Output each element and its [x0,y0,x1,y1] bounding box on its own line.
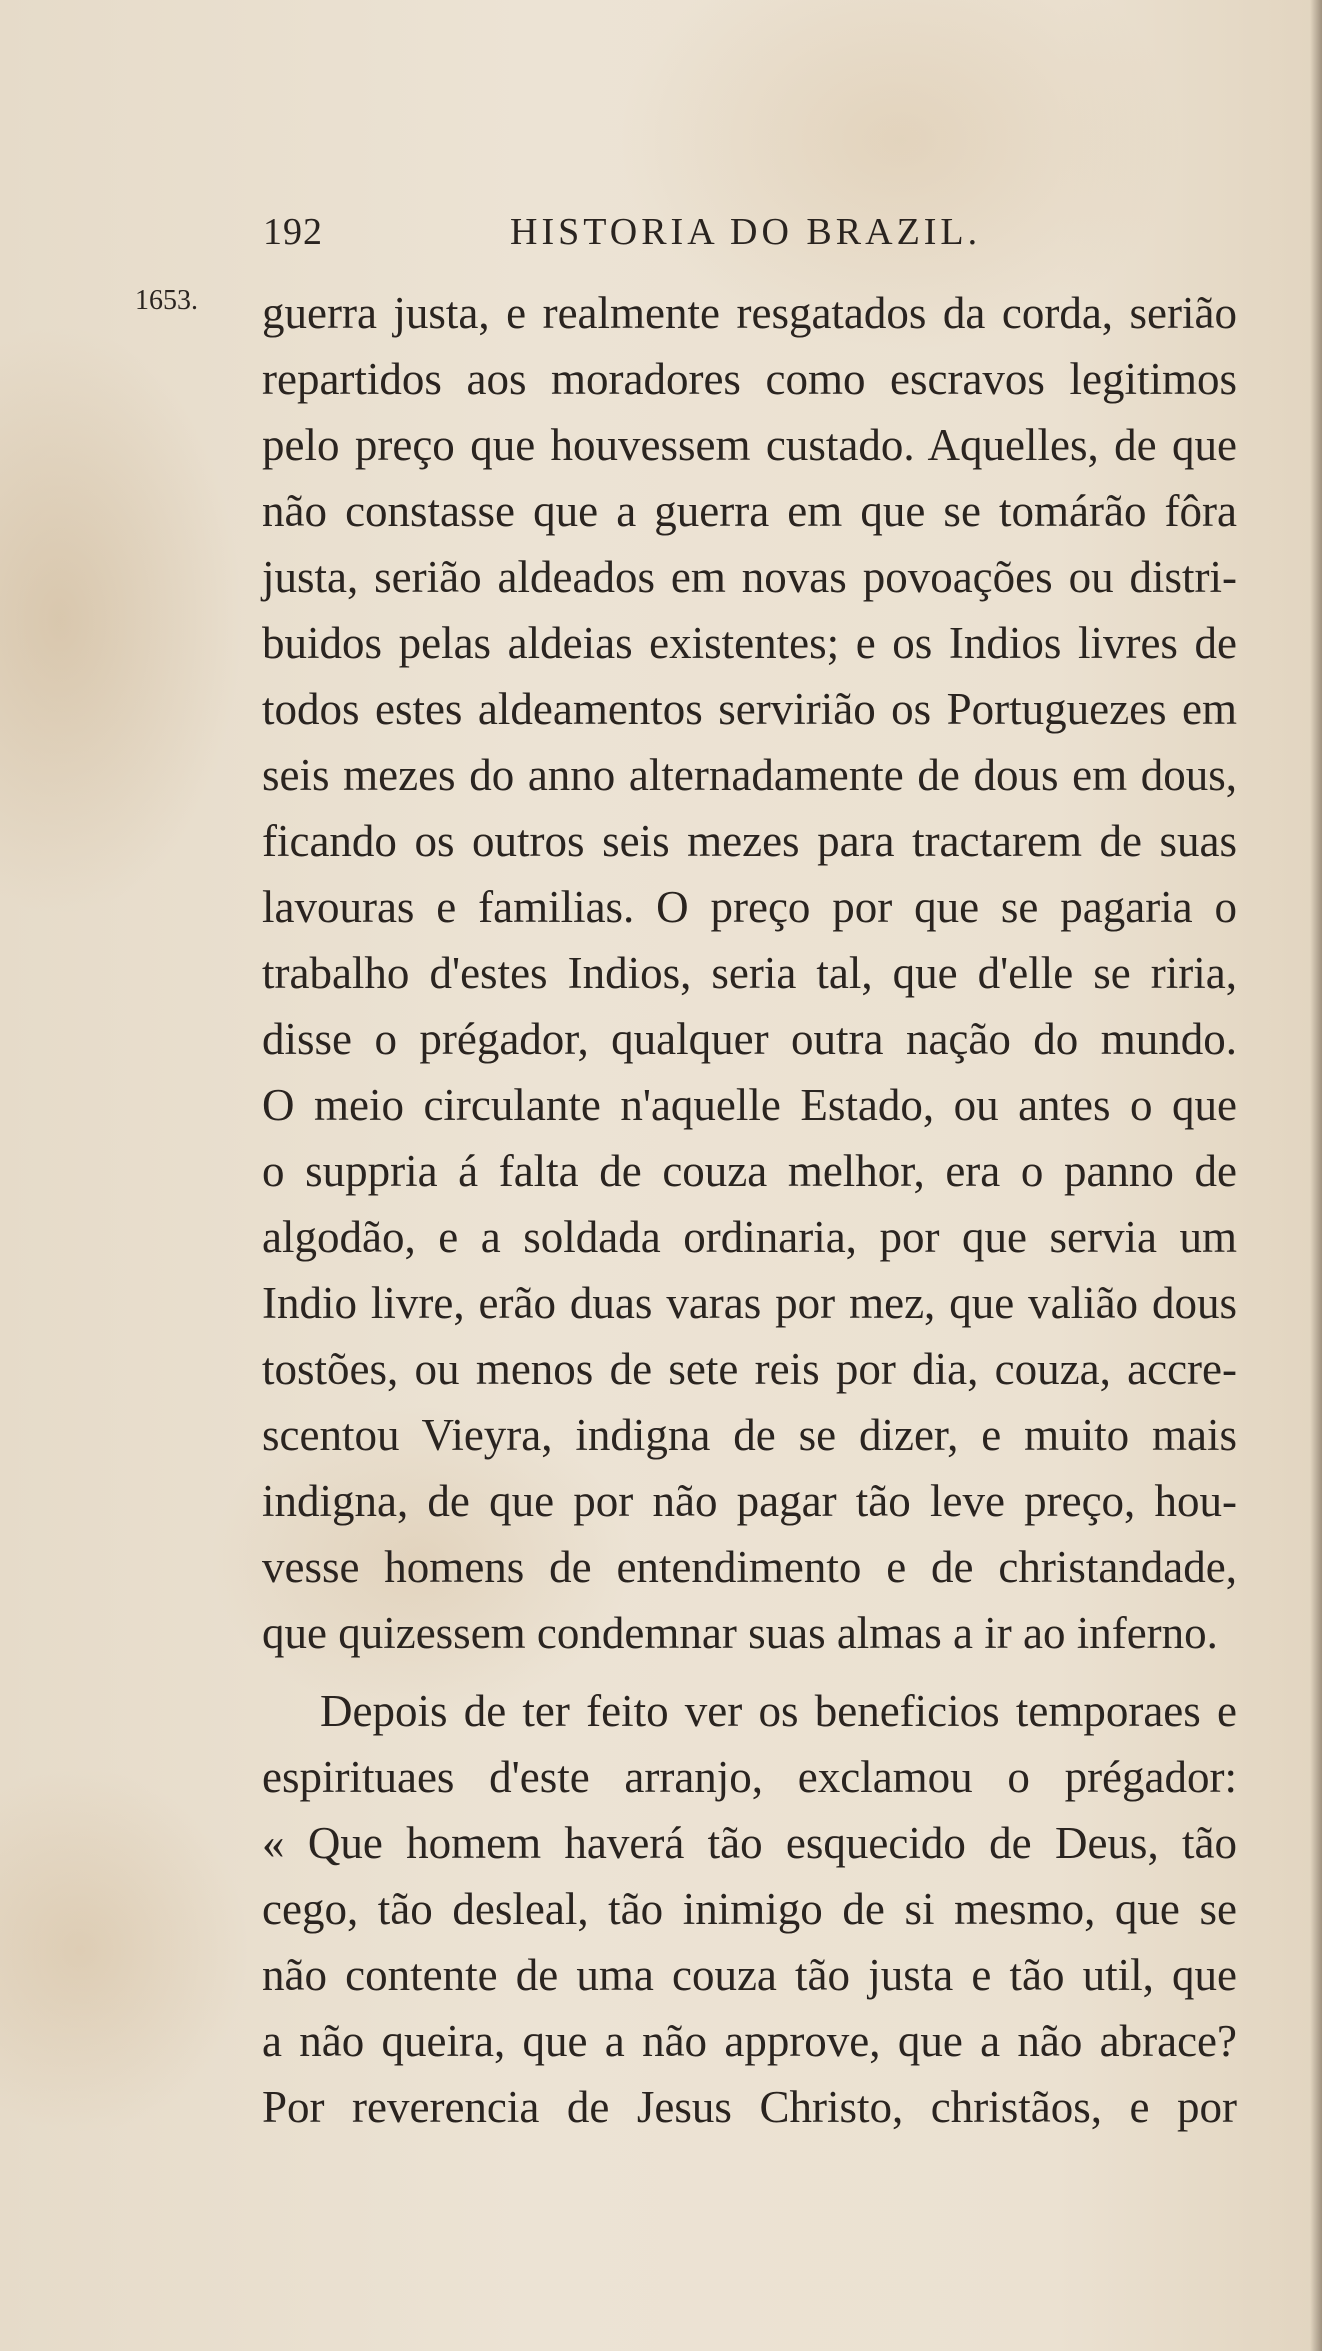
text-line: não constasse que a guerra em que se tomárão fôra [262,486,1237,536]
text-line: algodão, e a soldada ordinaria, por que servia um [262,1212,1237,1262]
page-edge-shadow [1310,0,1322,2351]
text-line: indigna, de que por não pagar tão leve preço, hou- [262,1476,1237,1526]
text-line: Depois de ter feito ver os beneficios temporaes e [320,1686,1237,1736]
page-header [0,210,1322,270]
text-line: o suppria á falta de couza melhor, era o panno de [262,1146,1237,1196]
text-line: O meio circulante n'aquelle Estado, ou antes o que [262,1080,1237,1130]
text-line: Por reverencia de Jesus Christo, christãos, e por [262,2082,1237,2132]
text-line: guerra justa, e realmente resgatados da corda, serião [262,288,1237,338]
text-line: todos estes aldeamentos servirião os Portuguezes em [262,684,1237,734]
text-line: cego, tão desleal, tão inimigo de si mesmo, que se [262,1884,1237,1934]
margin-year-note: 1653. [135,285,198,316]
page-number: 192 [263,211,323,253]
text-line: buidos pelas aldeias existentes; e os Indios livres de [262,618,1237,668]
text-line: repartidos aos moradores como escravos legitimos [262,354,1237,404]
text-line: espirituaes d'este arranjo, exclamou o prégador: [262,1752,1237,1802]
text-line: « Que homem haverá tão esquecido de Deus, tão [262,1818,1237,1868]
text-line: ficando os outros seis mezes para tractarem de suas [262,816,1237,866]
running-title: HISTORIA DO BRAZIL. [510,211,982,253]
text-line: pelo preço que houvessem custado. Aquelles, de que [262,420,1237,470]
text-line: a não queira, que a não approve, que a não abrace? [262,2016,1237,2066]
text-line: não contente de uma couza tão justa e tão util, que [262,1950,1237,2000]
text-line: seis mezes do anno alternadamente de dous em dous, [262,750,1237,800]
body-text [262,280,1237,2140]
text-line: que quizessem condemnar suas almas a ir ao inferno. [262,1608,1218,1658]
text-line: trabalho d'estes Indios, seria tal, que d'elle se riria, [262,948,1237,998]
text-line: Indio livre, erão duas varas por mez, que valião dous [262,1278,1237,1328]
text-line: scentou Vieyra, indigna de se dizer, e muito mais [262,1410,1237,1460]
text-line: disse o prégador, qualquer outra nação do mundo. [262,1014,1237,1064]
text-line: vesse homens de entendimento e de christandade, [262,1542,1237,1592]
text-line: justa, serião aldeados em novas povoações ou distri- [262,552,1237,602]
text-line: lavouras e familias. O preço por que se pagaria o [262,882,1237,932]
text-line: tostões, ou menos de sete reis por dia, couza, accre- [262,1344,1237,1394]
